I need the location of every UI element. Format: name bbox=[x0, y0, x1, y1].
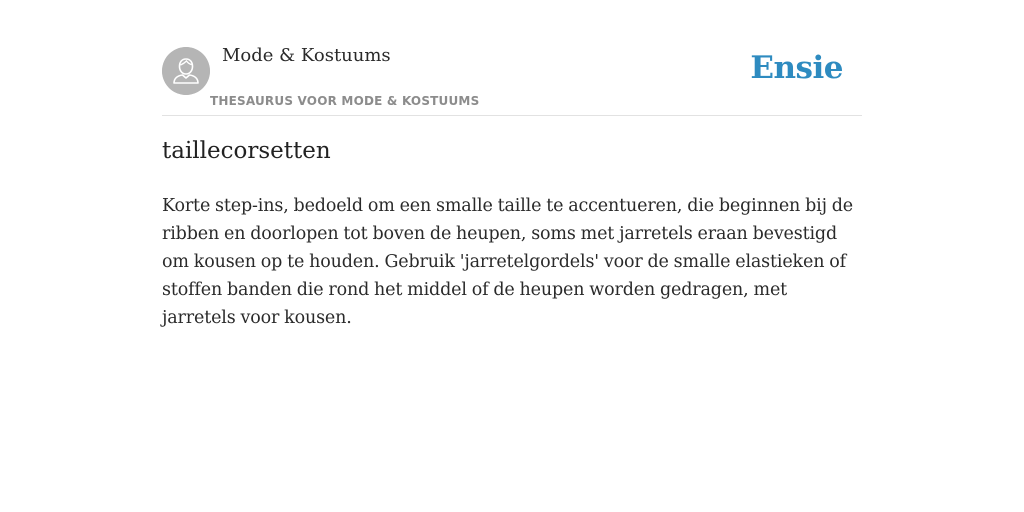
entry-header bbox=[162, 0, 862, 116]
brand-logo[interactable]: Ensie bbox=[750, 50, 843, 86]
user-silhouette-icon bbox=[162, 47, 210, 95]
entry-card bbox=[162, 0, 862, 328]
avatar[interactable] bbox=[162, 47, 210, 95]
source-subtitle: THESAURUS VOOR MODE & KOSTUUMS bbox=[210, 94, 480, 108]
term-title: taillecorsetten bbox=[162, 138, 331, 164]
source-title[interactable]: Mode & Kostuums bbox=[222, 45, 391, 66]
term-definition: Korte step-ins, bedoeld om een smalle taille te accentueren, die beginnen bij de ribben en doorlopen tot boven de heupen, soms met jarretels eraan bevestigd om kousen op te houden. Gebruik 'jarretelgordels' voor de smalle elastieken of stoffen banden die rond het middel of de heupen worden gedragen, met jarretels voor kousen. bbox=[162, 196, 854, 328]
